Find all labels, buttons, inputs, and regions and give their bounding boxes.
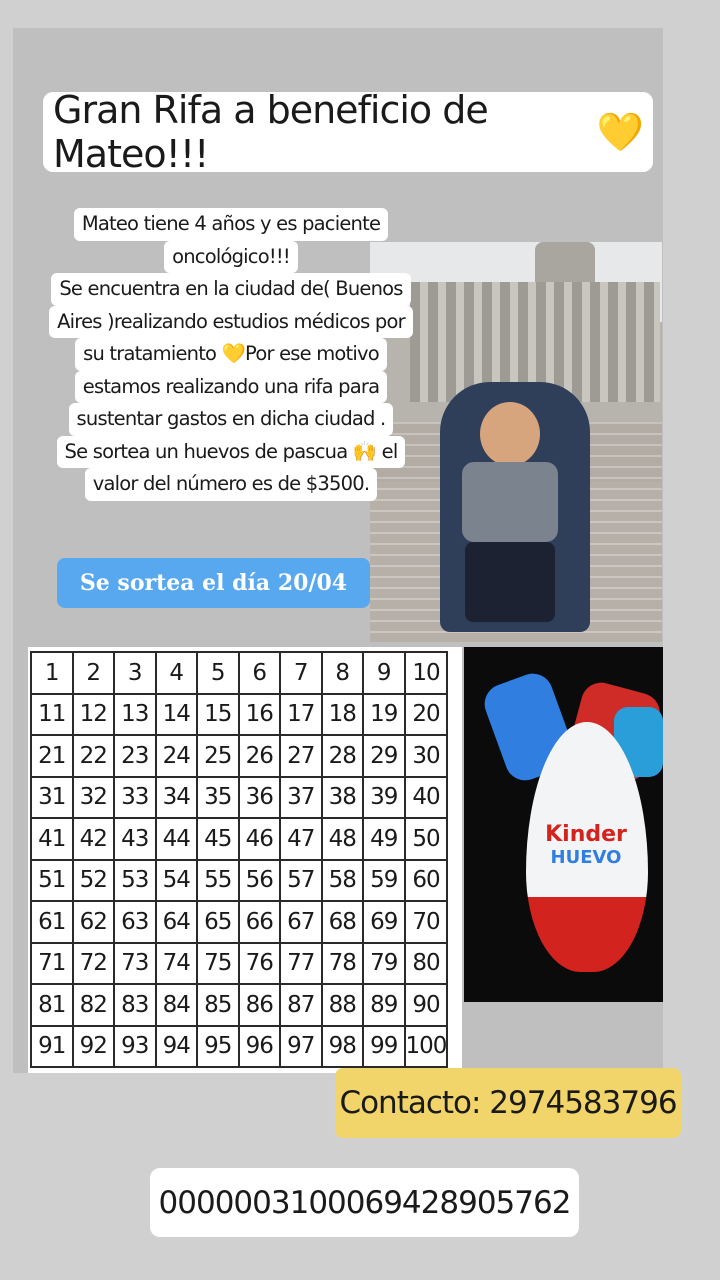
grid-number-cell: 10 (405, 652, 448, 694)
grid-number-cell: 42 (73, 818, 115, 860)
grid-row (31, 652, 447, 694)
grid-number-cell: 4 (156, 652, 198, 694)
grid-number-cell: 89 (363, 984, 405, 1026)
photo-child-body (462, 462, 558, 542)
description-line: Se sortea un huevos de pascua 🙌 el (57, 436, 406, 469)
grid-number-cell: 66 (239, 901, 281, 943)
grid-number-cell: 56 (239, 860, 281, 902)
yellow-heart-icon: 💛 (596, 109, 643, 154)
grid-number-cell: 97 (280, 1026, 322, 1068)
grid-number-cell: 50 (405, 818, 448, 860)
grid-number-cell: 8 (322, 652, 364, 694)
grid-number-cell: 93 (114, 1026, 156, 1068)
grid-number-cell: 53 (114, 860, 156, 902)
grid-number-cell: 34 (156, 777, 198, 819)
grid-number-cell: 77 (280, 943, 322, 985)
grid-number-cell: 43 (114, 818, 156, 860)
photo-kinder-egg (464, 647, 663, 1002)
draw-date-text: Se sortea el día 20/04 (79, 570, 348, 596)
grid-row (31, 943, 447, 985)
grid-number-cell: 62 (73, 901, 115, 943)
grid-number-cell: 52 (73, 860, 115, 902)
grid-number-cell: 36 (239, 777, 281, 819)
grid-number-cell: 100 (405, 1026, 448, 1068)
egg-logo (534, 822, 638, 868)
grid-number-cell: 64 (156, 901, 198, 943)
grid-number-cell: 83 (114, 984, 156, 1026)
grid-number-cell: 6 (239, 652, 281, 694)
grid-number-cell: 58 (322, 860, 364, 902)
grid-row (31, 1026, 447, 1068)
code-box (150, 1168, 579, 1237)
grid-number-cell: 75 (197, 943, 239, 985)
grid-number-cell: 88 (322, 984, 364, 1026)
grid-number-cell: 2 (73, 652, 115, 694)
grid-number-cell: 81 (31, 984, 73, 1026)
grid-number-cell: 29 (363, 735, 405, 777)
grid-number-cell: 38 (322, 777, 364, 819)
grid-number-cell: 76 (239, 943, 281, 985)
grid-number-cell: 45 (197, 818, 239, 860)
grid-number-cell: 41 (31, 818, 73, 860)
grid-number-cell: 37 (280, 777, 322, 819)
grid-number-cell: 67 (280, 901, 322, 943)
grid-number-cell: 99 (363, 1026, 405, 1068)
grid-number-cell: 90 (405, 984, 448, 1026)
grid-number-cell: 94 (156, 1026, 198, 1068)
grid-number-cell: 14 (156, 694, 198, 736)
grid-number-cell: 27 (280, 735, 322, 777)
grid-number-cell: 84 (156, 984, 198, 1026)
grid-row (31, 818, 447, 860)
grid-number-cell: 19 (363, 694, 405, 736)
code-text: 0000003100069428905762 (158, 1184, 571, 1221)
grid-number-cell: 31 (31, 777, 73, 819)
grid-number-cell: 25 (197, 735, 239, 777)
description-line: su tratamiento 💛Por ese motivo (75, 338, 387, 371)
grid-number-cell: 49 (363, 818, 405, 860)
title-box (43, 88, 653, 176)
grid-number-cell: 23 (114, 735, 156, 777)
contact-text: Contacto: 2974583796 (339, 1085, 677, 1121)
grid-number-cell: 70 (405, 901, 448, 943)
description-line: Aires )realizando estudios médicos por (49, 306, 413, 339)
grid-number-cell: 35 (197, 777, 239, 819)
description-line: oncológico!!! (164, 241, 298, 274)
grid-number-cell: 92 (73, 1026, 115, 1068)
description-line: sustentar gastos en dicha ciudad . (69, 403, 394, 436)
grid-number-cell: 32 (73, 777, 115, 819)
grid-number-cell: 71 (31, 943, 73, 985)
grid-number-cell: 3 (114, 652, 156, 694)
grid-number-cell: 44 (156, 818, 198, 860)
draw-date-pill (57, 558, 370, 608)
photo-child-legs (465, 542, 555, 622)
grid-row (31, 901, 447, 943)
grid-number-cell: 57 (280, 860, 322, 902)
grid-number-cell: 87 (280, 984, 322, 1026)
description-line: Se encuentra en la ciudad de( Buenos (51, 273, 410, 306)
grid-number-cell: 13 (114, 694, 156, 736)
grid-number-cell: 91 (31, 1026, 73, 1068)
grid-number-cell: 51 (31, 860, 73, 902)
grid-row (31, 694, 447, 736)
grid-number-cell: 18 (322, 694, 364, 736)
grid-number-cell: 28 (322, 735, 364, 777)
grid-number-cell: 68 (322, 901, 364, 943)
grid-number-cell: 17 (280, 694, 322, 736)
grid-number-cell: 55 (197, 860, 239, 902)
grid-number-cell: 26 (239, 735, 281, 777)
description-line: valor del número es de $3500. (85, 468, 377, 501)
raffle-number-grid (28, 647, 462, 1073)
grid-number-cell: 33 (114, 777, 156, 819)
contact-box (335, 1068, 681, 1138)
grid-number-cell: 95 (197, 1026, 239, 1068)
grid-number-cell: 60 (405, 860, 448, 902)
grid-number-cell: 74 (156, 943, 198, 985)
grid-number-cell: 30 (405, 735, 448, 777)
grid-number-cell: 9 (363, 652, 405, 694)
egg-brand: Kinder (545, 822, 627, 847)
grid-number-cell: 59 (363, 860, 405, 902)
grid-row (31, 860, 447, 902)
grid-number-cell: 46 (239, 818, 281, 860)
grid-number-cell: 12 (73, 694, 115, 736)
grid-row (31, 777, 447, 819)
grid-number-cell: 39 (363, 777, 405, 819)
grid-number-cell: 7 (280, 652, 322, 694)
grid-number-cell: 1 (31, 652, 73, 694)
raffle-number-table (30, 651, 448, 1068)
egg-product-name: HUEVO (550, 847, 622, 868)
grid-number-cell: 73 (114, 943, 156, 985)
grid-number-cell: 79 (363, 943, 405, 985)
description-line: estamos realizando una rifa para (75, 371, 387, 404)
grid-number-cell: 11 (31, 694, 73, 736)
grid-number-cell: 72 (73, 943, 115, 985)
grid-number-cell: 65 (197, 901, 239, 943)
grid-number-cell: 96 (239, 1026, 281, 1068)
grid-number-cell: 61 (31, 901, 73, 943)
grid-number-cell: 48 (322, 818, 364, 860)
photo-child-head (480, 402, 540, 466)
grid-number-cell: 63 (114, 901, 156, 943)
grid-number-cell: 24 (156, 735, 198, 777)
grid-number-cell: 5 (197, 652, 239, 694)
grid-number-cell: 80 (405, 943, 448, 985)
grid-number-cell: 82 (73, 984, 115, 1026)
grid-number-cell: 21 (31, 735, 73, 777)
grid-number-cell: 20 (405, 694, 448, 736)
grid-row (31, 984, 447, 1026)
grid-number-cell: 98 (322, 1026, 364, 1068)
grid-number-cell: 78 (322, 943, 364, 985)
grid-number-cell: 69 (363, 901, 405, 943)
grid-number-cell: 15 (197, 694, 239, 736)
grid-number-cell: 86 (239, 984, 281, 1026)
grid-number-cell: 22 (73, 735, 115, 777)
grid-number-cell: 47 (280, 818, 322, 860)
grid-number-cell: 54 (156, 860, 198, 902)
description (36, 208, 426, 501)
grid-number-cell: 40 (405, 777, 448, 819)
grid-number-cell: 16 (239, 694, 281, 736)
title-text: Gran Rifa a beneficio de Mateo!!! (53, 88, 488, 176)
grid-number-cell: 85 (197, 984, 239, 1026)
grid-row (31, 735, 447, 777)
description-line: Mateo tiene 4 años y es paciente (74, 208, 388, 241)
